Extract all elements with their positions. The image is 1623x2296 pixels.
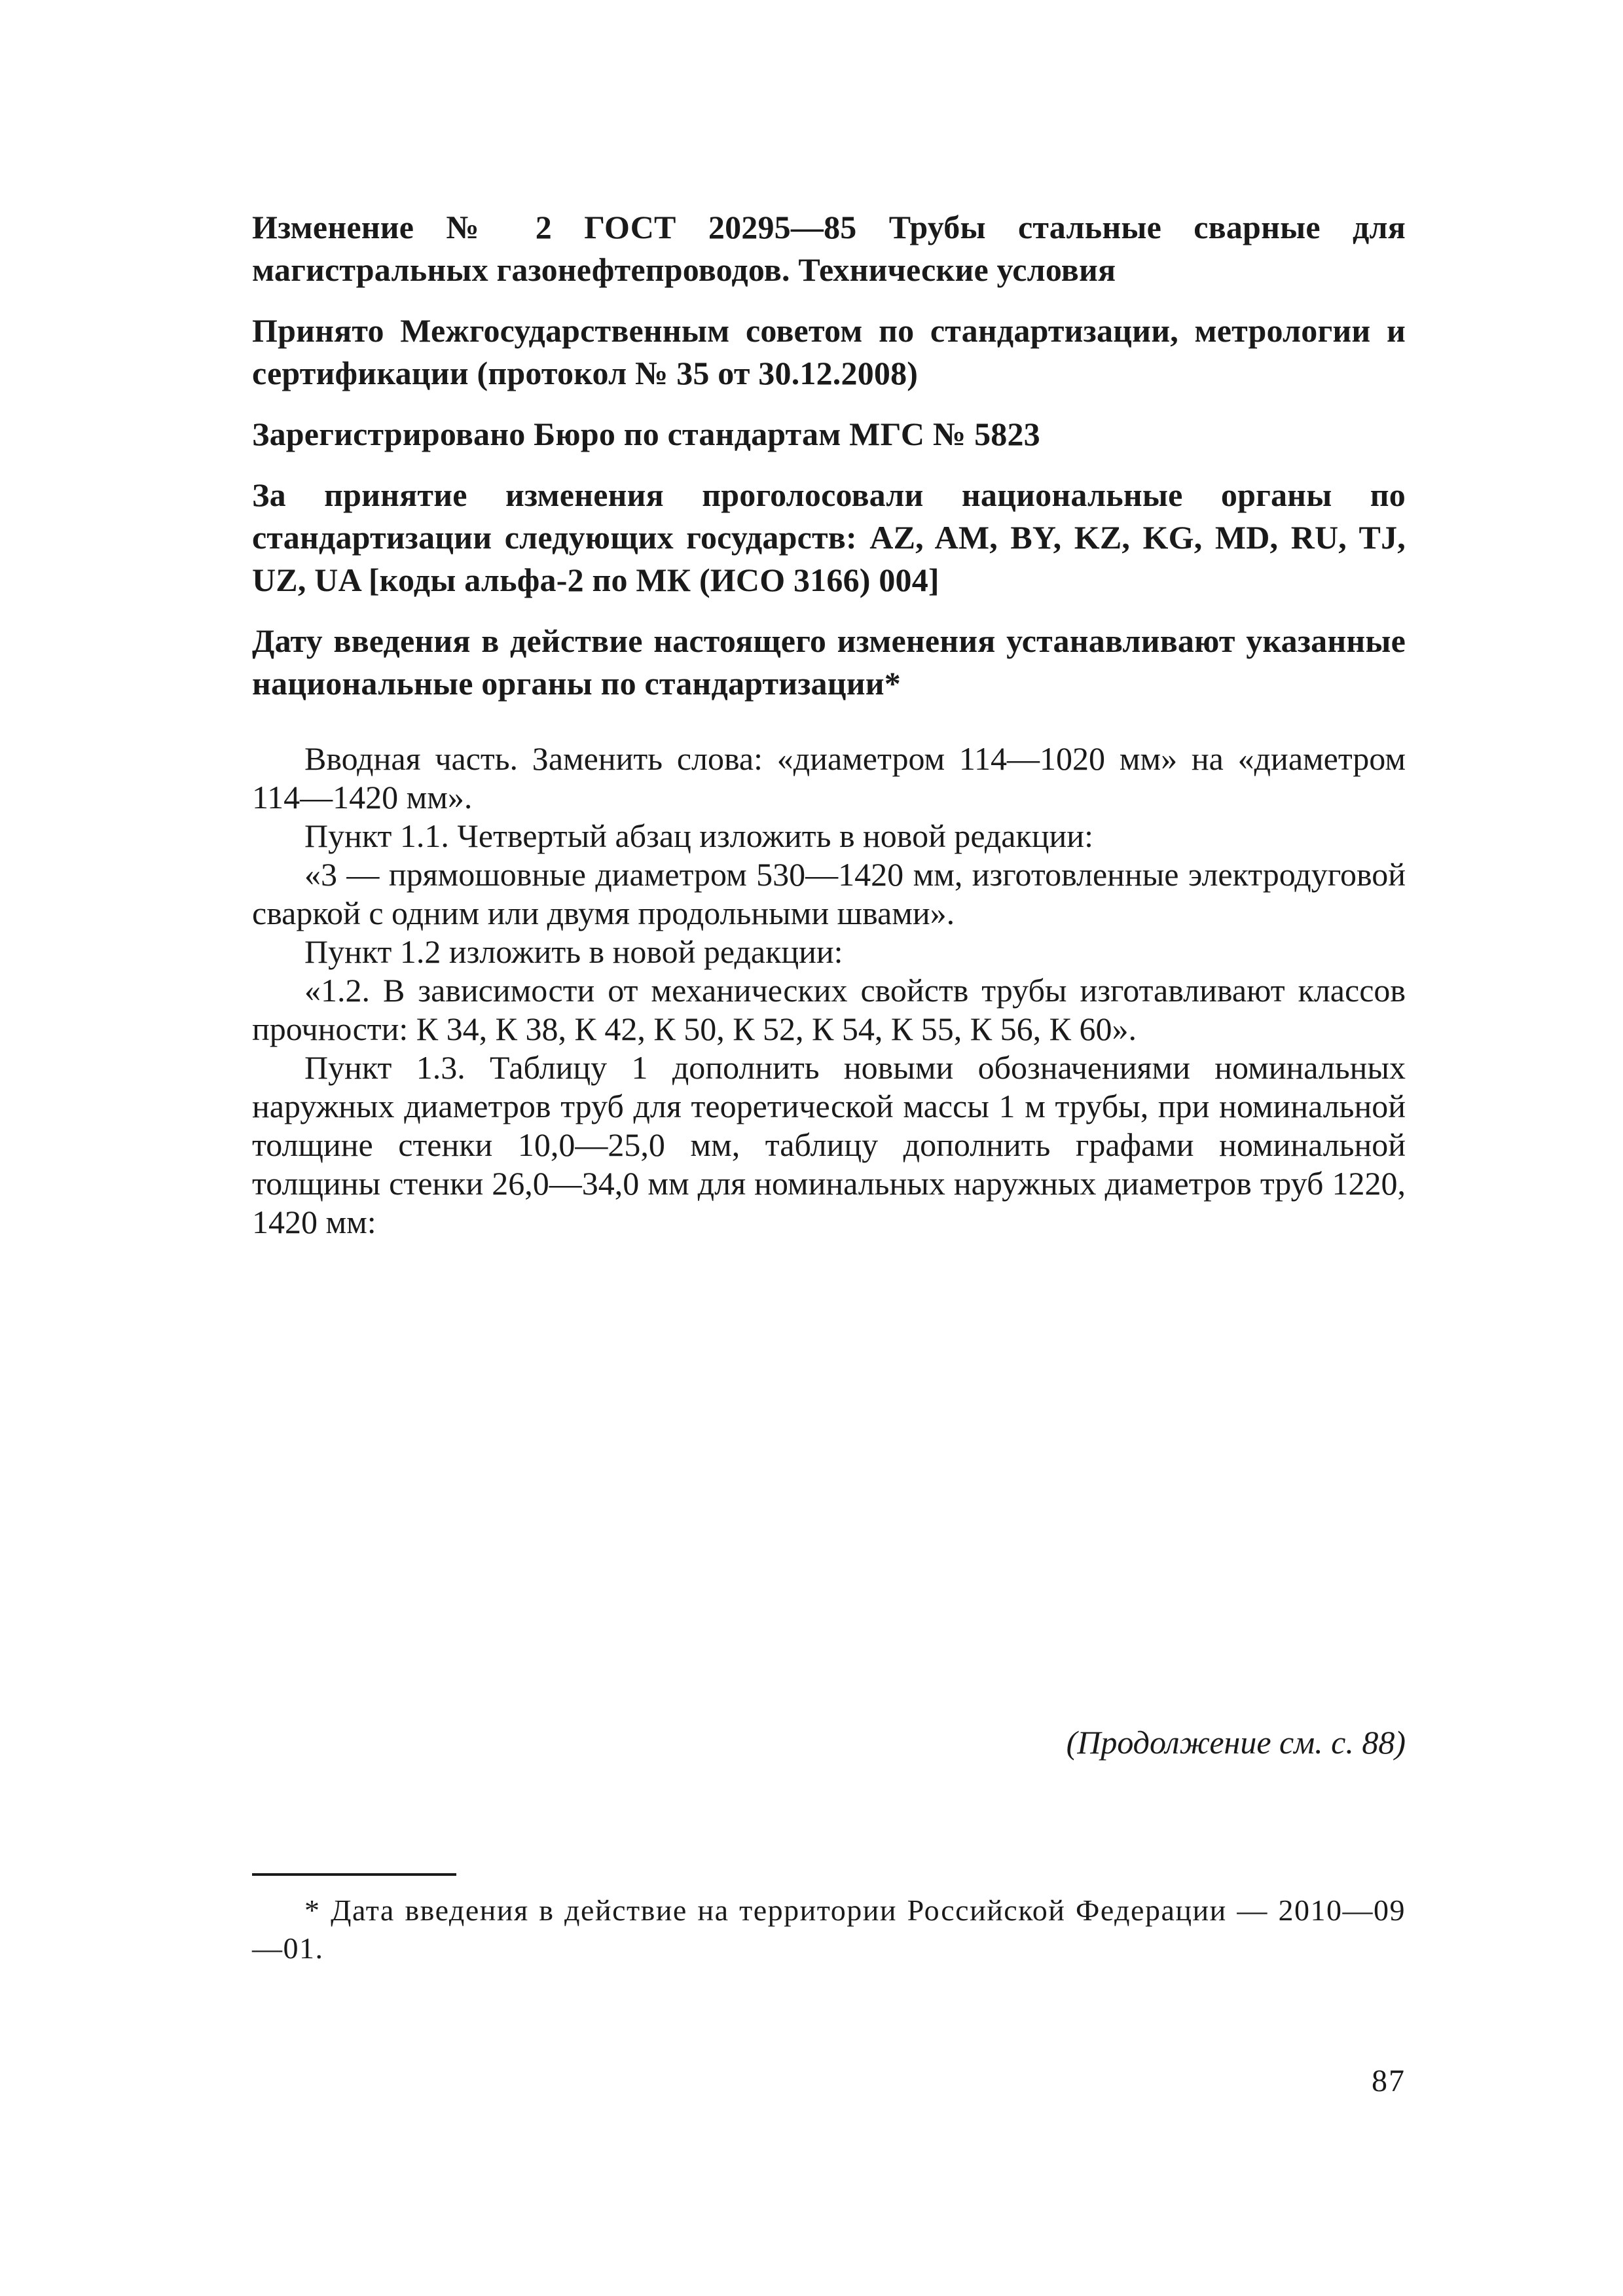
- adoption-statement: Принято Межгосударственным советом по стандартизации, метрологии и сертификации (протокол № 35 от 30.12.2008): [252, 312, 1406, 391]
- amendment-title: Изменение № 2 ГОСТ 20295—85 Трубы стальные сварные для магистральных газонефтепроводов. Технические условия: [252, 209, 1406, 288]
- page-number: 87: [1372, 2064, 1406, 2098]
- continuation-note: (Продолжение см. с. 88): [1066, 1724, 1406, 1761]
- effective-date-statement: Дату введения в действие настоящего изменения устанавливают указанные национальные органы по стандартизации*: [252, 622, 1406, 702]
- body-paragraph: Пункт 1.1. Четвертый абзац изложить в новой редакции:: [304, 817, 1093, 854]
- body-paragraph: Вводная часть. Заменить слова: «диаметром 114—1020 мм» на «диаметром 114—1420 мм».: [252, 740, 1406, 816]
- body-paragraph: Пункт 1.2 изложить в новой редакции:: [304, 933, 843, 970]
- footnote: * Дата введения в действие на территории Российской Федерации — 2010—09—01.: [252, 1893, 1406, 1965]
- voting-statement: За принятие изменения проголосовали национальные органы по стандартизации следующих государств: AZ, AM, BY, KZ, KG, MD, RU, TJ, UZ, UA [коды альфа-2 по МК (ИСО 3166) 004]: [252, 476, 1406, 598]
- footnote-divider: [252, 1873, 456, 1876]
- registration-statement: Зарегистрировано Бюро по стандартам МГС № 5823: [252, 416, 1040, 452]
- document-page: [252, 0, 1406, 2296]
- amendment-header: [252, 206, 1406, 723]
- amendment-body: [252, 740, 1406, 1242]
- body-paragraph: «1.2. В зависимости от механических свойств трубы изготавливают классов прочности: К 34, К 38, К 42, К 50, К 52, К 54, К 55, К 56, К 60».: [252, 972, 1406, 1047]
- body-paragraph: «3 — прямошовные диаметром 530—1420 мм, изготовленные электродуговой сваркой с одним или двумя продольными швами».: [252, 856, 1406, 931]
- body-paragraph: Пункт 1.3. Таблицу 1 дополнить новыми обозначениями номинальных наружных диаметров труб для теоретической массы 1 м трубы, при номинальной толщине стенки 10,0—25,0 мм, таблицу дополнить графами номинальной толщины стенки 26,0—34,0 мм для номинальных наружных диаметров труб 1220, 1420 мм:: [252, 1049, 1406, 1240]
